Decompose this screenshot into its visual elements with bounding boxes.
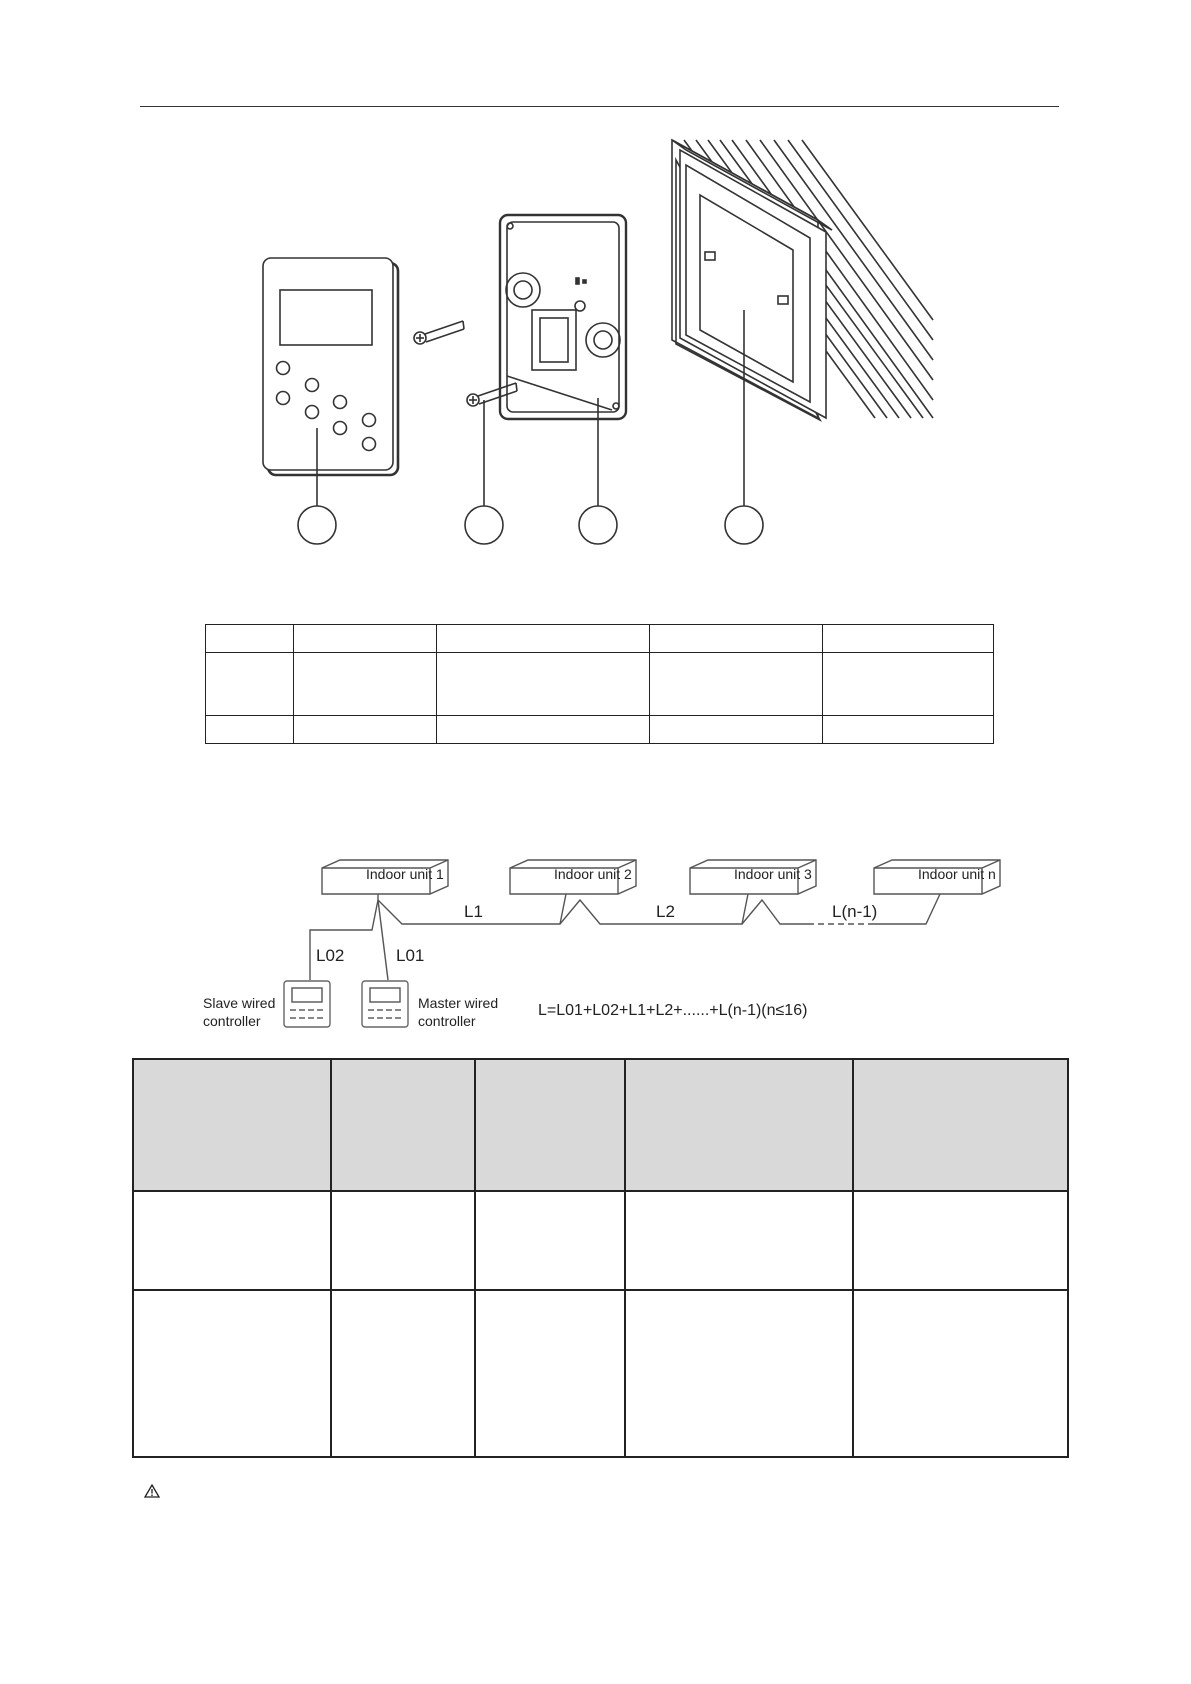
bus-wire-end bbox=[872, 894, 940, 924]
segment-label-l2: L2 bbox=[656, 902, 675, 921]
table-cell bbox=[133, 1191, 331, 1290]
master-controller-label-line2: controller bbox=[418, 1013, 476, 1029]
table-header-cell bbox=[331, 1059, 475, 1191]
indoor-unit-2-label: Indoor unit 2 bbox=[554, 866, 632, 882]
segment-label-ln-1: L(n-1) bbox=[832, 902, 878, 921]
table-header-cell bbox=[853, 1059, 1068, 1191]
slave-controller-label-line2: controller bbox=[203, 1013, 261, 1029]
length-formula: L=L01+L02+L1+L2+......+L(n-1)(n≤16) bbox=[538, 1002, 808, 1019]
table-header-row bbox=[133, 1059, 1068, 1191]
table-cell bbox=[475, 1191, 625, 1290]
slave-controller-label-line1: Slave wired bbox=[203, 995, 276, 1011]
table-cell bbox=[625, 1290, 853, 1457]
table-cell bbox=[331, 1290, 475, 1457]
master-branch-wire bbox=[378, 900, 388, 980]
table-header-cell bbox=[475, 1059, 625, 1191]
spec-table bbox=[132, 1058, 1069, 1458]
table-cell bbox=[853, 1290, 1068, 1457]
warning-triangle-icon bbox=[144, 1484, 160, 1498]
table-header-cell bbox=[625, 1059, 853, 1191]
indoor-unit-n-label: Indoor unit n bbox=[918, 866, 996, 882]
master-controller-icon bbox=[362, 981, 408, 1027]
table-header-cell bbox=[133, 1059, 331, 1191]
slave-controller-icon bbox=[284, 981, 330, 1027]
slave-branch-wire bbox=[310, 900, 378, 980]
branch-label-l01: L01 bbox=[396, 946, 425, 965]
table-row bbox=[133, 1290, 1068, 1457]
segment-label-l1: L1 bbox=[464, 902, 483, 921]
indoor-unit-1-label: Indoor unit 1 bbox=[366, 866, 444, 882]
table-cell bbox=[133, 1290, 331, 1457]
table-row bbox=[133, 1191, 1068, 1290]
table-cell bbox=[853, 1191, 1068, 1290]
indoor-unit-3-label: Indoor unit 3 bbox=[734, 866, 812, 882]
master-controller-label-line1: Master wired bbox=[418, 995, 499, 1011]
table-cell bbox=[625, 1191, 853, 1290]
branch-label-l02: L02 bbox=[316, 946, 345, 965]
table-cell bbox=[475, 1290, 625, 1457]
table-cell bbox=[331, 1191, 475, 1290]
